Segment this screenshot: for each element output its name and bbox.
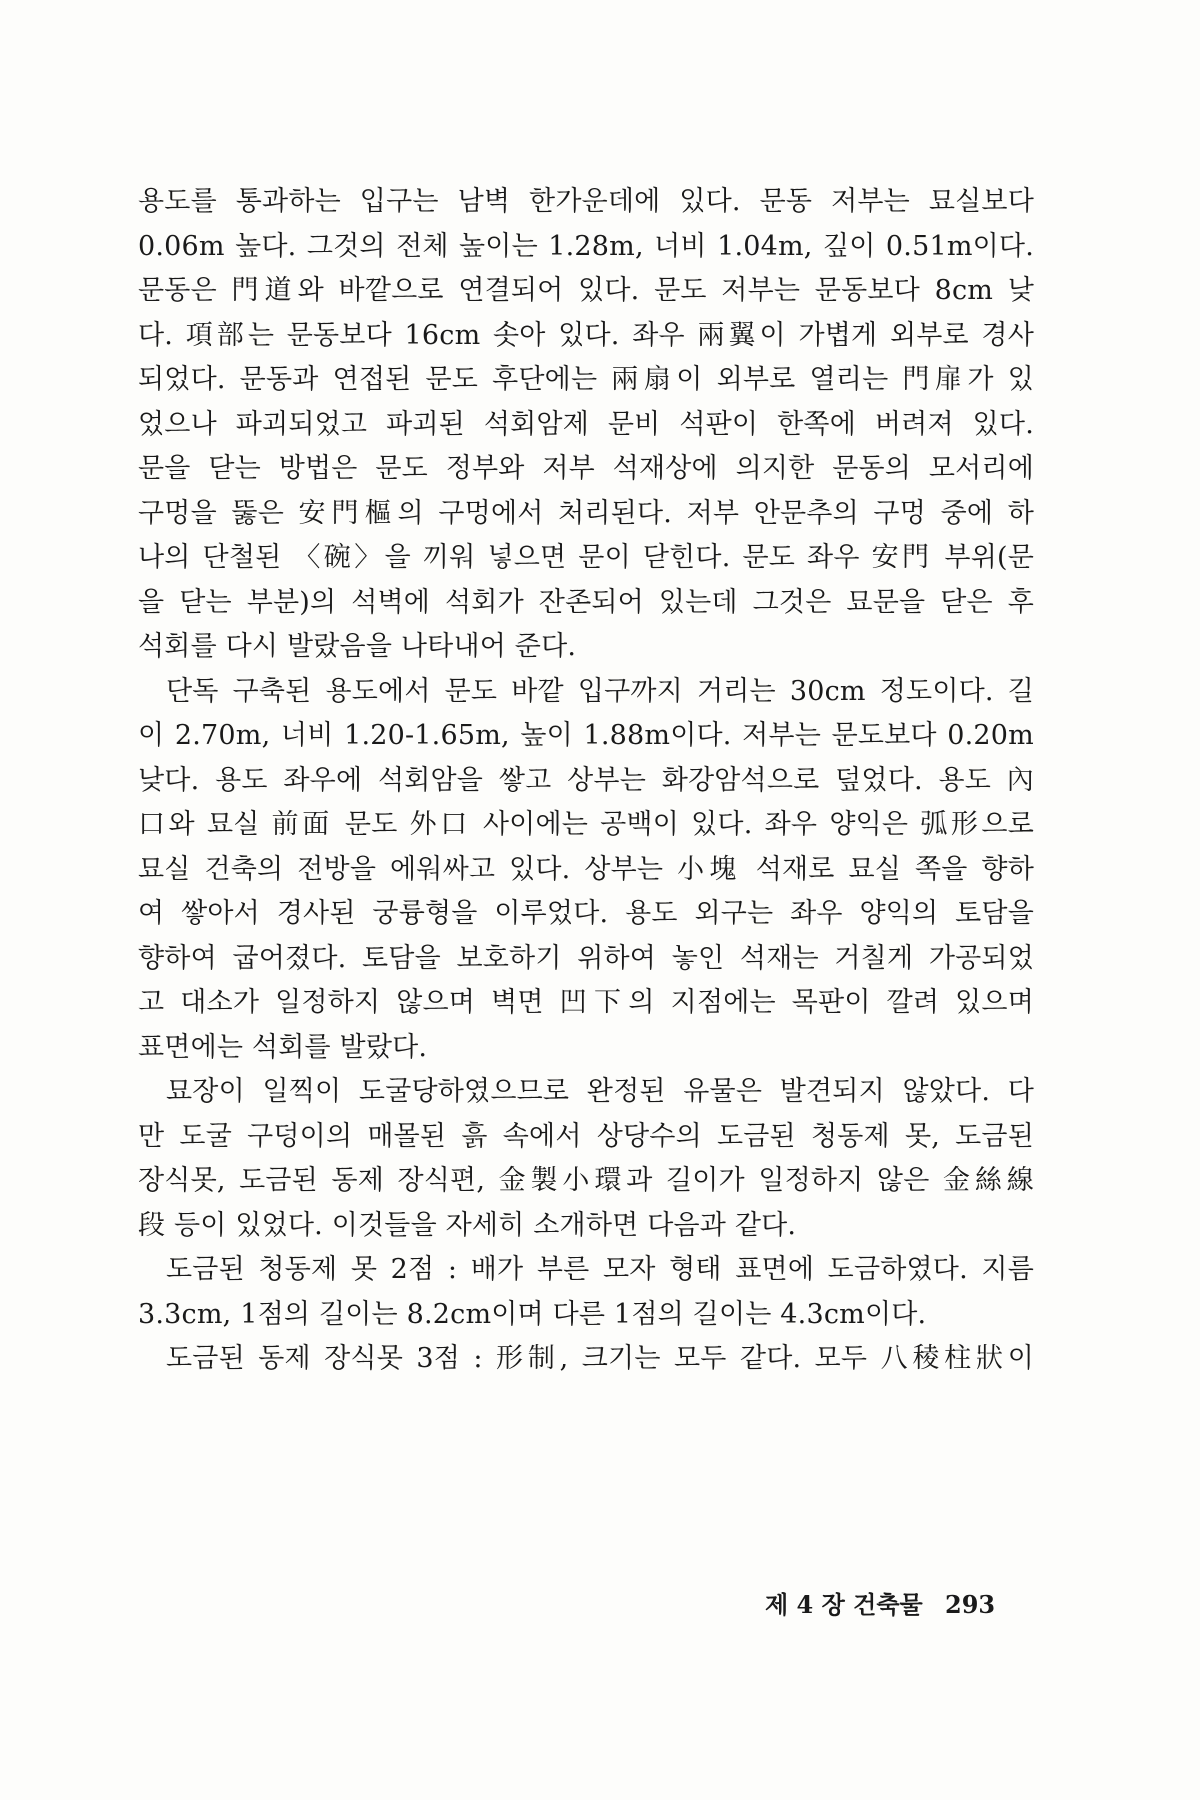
page-footer	[0, 1585, 1200, 1625]
text-line: 묘장이 일찍이 도굴당하였으므로 완정된 유물은 발견되지 않았다. 다	[166, 1076, 1034, 1107]
text-line: 口와 묘실 前面 문도 外口 사이에는 공백이 있다. 좌우 양익은 弧形으로	[138, 809, 1034, 840]
text-line: 문동은 門道와 바깥으로 연결되어 있다. 문도 저부는 문동보다 8cm 낮	[138, 275, 1034, 306]
text-line: 묘실 건축의 전방을 에워싸고 있다. 상부는 小塊 석재로 묘실 쪽을 향하	[138, 853, 1034, 885]
text-line: 다. 項部는 문동보다 16cm 솟아 있다. 좌우 兩翼이 가볍게 외부로 경사	[138, 319, 1034, 351]
text-line: 段 등이 있었다. 이것들을 자세히 소개하면 다음과 같다.	[138, 1209, 797, 1241]
text-line: 었으나 파괴되었고 파괴된 석회암제 문비 석판이 한쪽에 버려져 있다.	[138, 408, 1034, 440]
text-line: 도금된 청동제 못 2점 : 배가 부른 모자 형태 표면에 도금하였다. 지름	[166, 1254, 1034, 1285]
text-line: 구멍을 뚫은 安門樞의 구멍에서 처리된다. 저부 안문추의 구멍 중에 하	[138, 497, 1034, 529]
text-line: 이 2.70m, 너비 1.20-1.65m, 높이 1.88m이다. 저부는 문도보다 0.20m	[138, 720, 1034, 751]
text-line: 고 대소가 일정하지 않으며 벽면 凹下의 지점에는 목판이 깔려 있으며	[138, 987, 1034, 1018]
text-line: 석회를 다시 발랐음을 나타내어 준다.	[138, 631, 577, 662]
text-line: 낮다. 용도 좌우에 석회암을 쌓고 상부는 화강암석으로 덮었다. 용도 內	[138, 764, 1034, 796]
text-line: 장식못, 도금된 동제 장식편, 金製小環과 길이가 일정하지 않은 金絲線	[138, 1165, 1034, 1196]
text-line: 3.3cm, 1점의 길이는 8.2cm이며 다른 1점의 길이는 4.3cm이다.	[138, 1298, 927, 1330]
text-line: 단독 구축된 용도에서 문도 바깥 입구까지 거리는 30cm 정도이다. 길	[166, 675, 1034, 707]
text-line: 향하여 굽어졌다. 토담을 보호하기 위하여 놓인 석재는 거칠게 가공되었	[138, 942, 1034, 974]
text-line: 만 도굴 구덩이의 매몰된 흙 속에서 상당수의 도금된 청동제 못, 도금된	[138, 1120, 1034, 1152]
text-line: 여 쌓아서 경사된 궁륭형을 이루었다. 용도 외구는 좌우 양익의 토담을	[138, 898, 1034, 929]
text-line: 나의 단철된 〈碗〉을 끼워 넣으면 문이 닫힌다. 문도 좌우 安門 부위(문	[138, 542, 1034, 573]
page-number: 293	[945, 1590, 996, 1619]
text-line: 표면에는 석회를 발랐다.	[138, 1031, 428, 1063]
body-text	[138, 180, 1034, 1382]
text-line: 되었다. 문동과 연접된 문도 후단에는 兩扇이 외부로 열리는 門扉가 있	[138, 364, 1034, 395]
text-line: 을 닫는 부분)의 석벽에 석회가 잔존되어 있는데 그것은 묘문을 닫은 후	[138, 586, 1034, 618]
text-line: 0.06m 높다. 그것의 전체 높이는 1.28m, 너비 1.04m, 깊이 0.51m이다.	[138, 230, 1034, 262]
text-line: 용도를 통과하는 입구는 남벽 한가운데에 있다. 문동 저부는 묘실보다	[138, 186, 1034, 217]
text-line: 도금된 동제 장식못 3점 : 形制, 크기는 모두 같다. 모두 八稜柱狀이	[166, 1343, 1034, 1374]
running-head: 제 4 장 건축물	[765, 1590, 923, 1619]
text-line: 문을 닫는 방법은 문도 정부와 저부 석재상에 의지한 문동의 모서리에	[138, 453, 1034, 484]
